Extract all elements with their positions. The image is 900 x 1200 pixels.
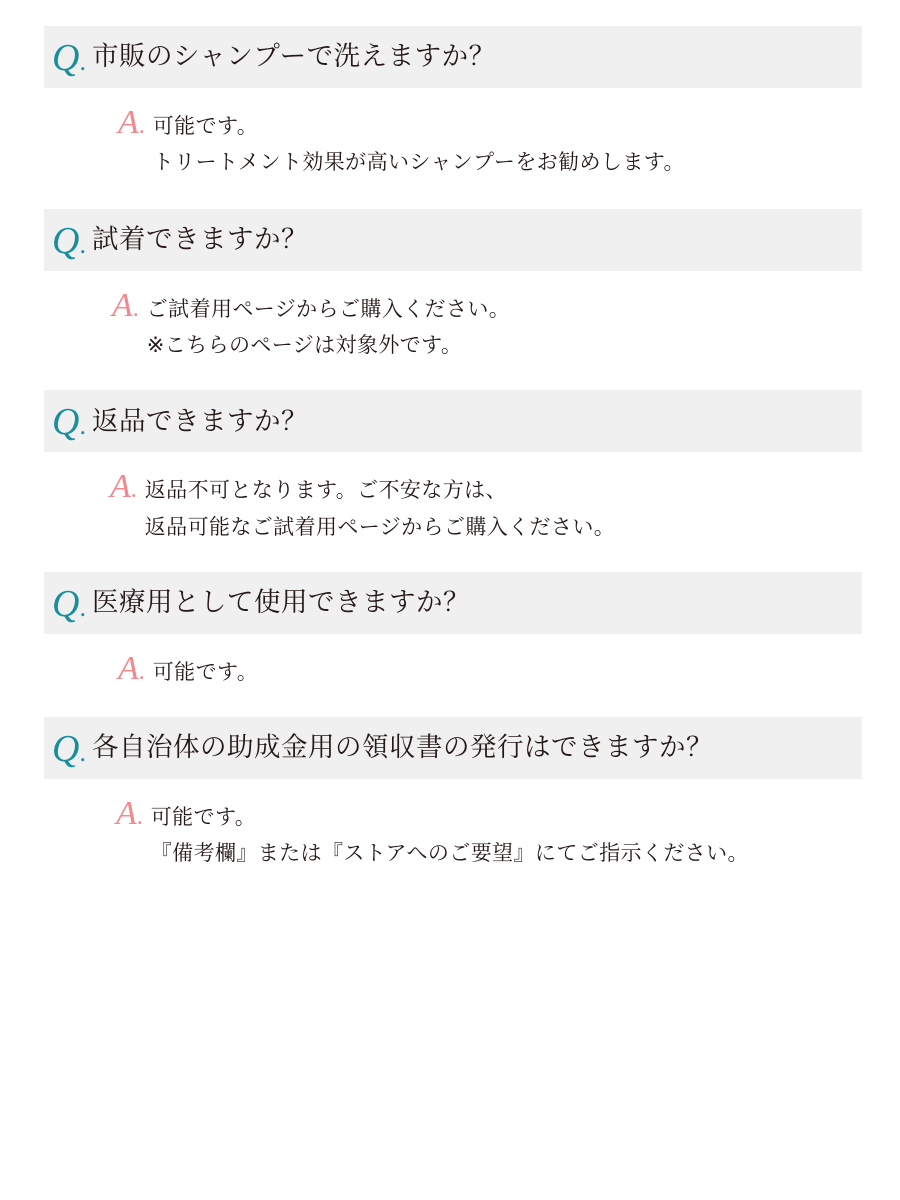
faq-item: [0, 717, 900, 872]
faq-answer-block: [0, 650, 900, 691]
faq-answer-line: 可能です。: [150, 805, 257, 829]
faq-answer-line: 『備考欄』または『ストアへのご要望』にてご指示ください。: [150, 841, 749, 865]
faq-answer-lines: [151, 795, 749, 872]
answer-mark-icon: A.: [112, 287, 139, 325]
faq-question-row: [44, 717, 862, 779]
faq-question-row: [44, 572, 862, 634]
faq-question-row: [44, 390, 862, 452]
faq-question-text: 返品できますか？: [91, 405, 308, 436]
faq-item: [0, 26, 900, 181]
faq-item: [0, 390, 900, 545]
faq-answer-line: ご試着用ページからご購入ください。: [146, 298, 511, 322]
faq-answer-lines: [153, 104, 685, 181]
answer-mark-icon: A.: [116, 794, 143, 832]
faq-answer-block: [0, 104, 900, 181]
question-mark-icon: Q.: [52, 220, 86, 263]
faq-answer-line: 返品可能なご試着用ページからご購入ください。: [144, 515, 616, 539]
faq-question-row: [44, 26, 862, 88]
faq-answer-lines: [153, 650, 258, 691]
question-mark-icon: Q.: [52, 582, 86, 625]
faq-question-text: 医療用として使用できますか？: [91, 586, 470, 617]
faq-answer-block: [0, 468, 900, 545]
faq-item: [0, 572, 900, 691]
answer-mark-icon: A.: [118, 104, 145, 141]
faq-question-text: 試着できますか？: [91, 224, 308, 255]
faq-answer-line: 可能です。: [152, 660, 259, 684]
question-mark-icon: Q.: [52, 727, 86, 770]
faq-answer-line: ※こちらのページは対象外です。: [146, 334, 463, 358]
faq-answer-line: 返品不可となります。ご不安な方は、: [144, 479, 507, 503]
faq-answer-line: トリートメント効果が高いシャンプーをお勧めします。: [152, 151, 685, 175]
faq-question-text: 市販のシャンプーで洗えますか？: [91, 41, 496, 72]
faq-item: [0, 209, 900, 364]
answer-mark-icon: A.: [110, 468, 137, 506]
faq-answer-lines: [145, 468, 615, 545]
faq-answer-block: [0, 795, 900, 872]
faq-question-text: 各自治体の助成金用の領収書の発行はできますか？: [91, 731, 713, 762]
faq-answer-line: 可能です。: [152, 115, 259, 138]
faq-question-row: [44, 209, 862, 271]
faq-answer-lines: [147, 287, 510, 364]
answer-mark-icon: A.: [118, 649, 145, 687]
faq-answer-block: [0, 287, 900, 364]
question-mark-icon: Q.: [52, 401, 86, 444]
question-mark-icon: Q.: [52, 37, 86, 79]
